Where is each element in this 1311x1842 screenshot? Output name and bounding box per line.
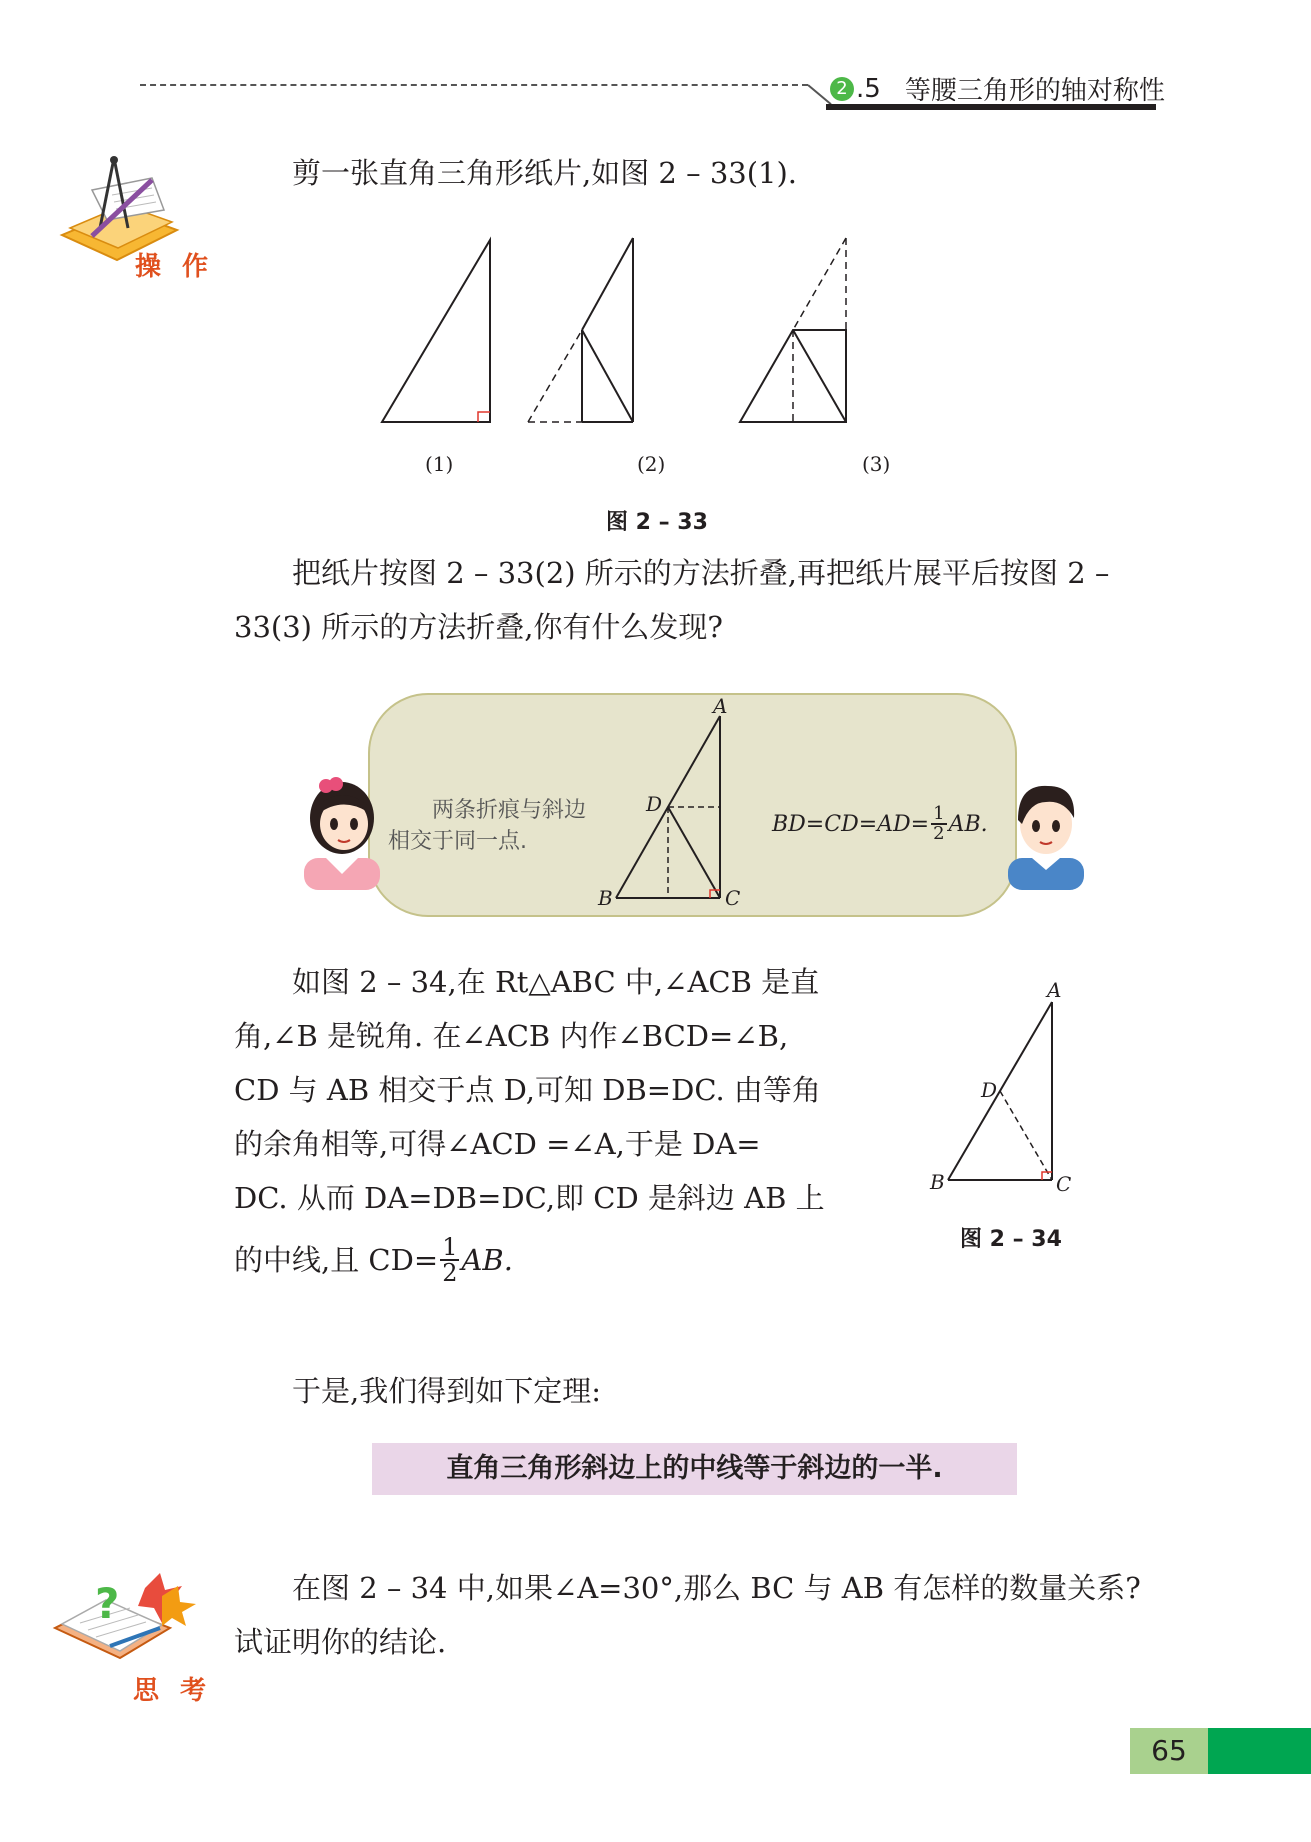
boy-speech <box>772 805 988 843</box>
section-badge: 2 <box>830 77 854 101</box>
figure-2-34-caption: 图 2 – 34 <box>960 1227 1062 1252</box>
triangle-1 <box>382 240 490 422</box>
section-number: .5 <box>856 73 881 104</box>
boy-speech-tail: AB. <box>948 811 988 837</box>
notebook-leaves-icon <box>50 1568 200 1678</box>
figure-2-33-caption: 图 2 – 33 <box>606 510 708 535</box>
operate-label: 操 作 <box>135 252 215 282</box>
girl-speech-line1: 两条折痕与斜边 <box>432 798 587 823</box>
page-number: 65 <box>1130 1728 1208 1774</box>
fraction-denominator: 2 <box>442 1259 458 1287</box>
paragraph-cut-paper: 剪一张直角三角形纸片,如图 2 – 33(1). <box>292 156 798 190</box>
svg-text:?: ? <box>95 1579 120 1628</box>
bubble-triangle-diagram <box>600 700 760 910</box>
running-header <box>830 70 1165 107</box>
paragraph-theorem-intro: 于是,我们得到如下定理: <box>292 1374 601 1408</box>
chapter-title: 等腰三角形的轴对称性 <box>904 76 1165 106</box>
proof-line6-post: AB. <box>461 1243 513 1277</box>
figure-2-34-label-c: C <box>1056 1172 1072 1196</box>
fraction-numerator: 1 <box>442 1233 458 1261</box>
header-rule-slant <box>807 84 831 105</box>
bubble-label-d: D <box>646 792 663 816</box>
proof-line6 <box>234 1233 513 1287</box>
bubble-label-a: A <box>713 694 728 718</box>
triangle-3 <box>740 238 846 422</box>
figure-2-33 <box>370 230 940 430</box>
question-line2: 试证明你的结论. <box>234 1625 447 1659</box>
proof-line1: 如图 2 – 34,在 Rt△ABC 中,∠ACB 是直 <box>292 965 820 999</box>
paragraph-fold-line2: 33(3) 所示的方法折叠,你有什么发现? <box>234 610 723 644</box>
paragraph-fold-line1: 把纸片按图 2 – 33(2) 所示的方法折叠,再把纸片展平后按图 2 – <box>292 556 1110 590</box>
figure-2-33-sublabel-1: (1) <box>425 452 454 476</box>
proof-line6-pre: 的中线,且 CD= <box>234 1243 439 1277</box>
girl-speech-line2: 相交于同一点. <box>388 829 527 854</box>
header-rule <box>140 84 808 86</box>
boy-speech-equation: BD=CD=AD= <box>772 811 930 837</box>
think-label: 思 考 <box>133 1676 213 1706</box>
question-line1: 在图 2 – 34 中,如果∠A=30°,那么 BC 与 AB 有怎样的数量关系? <box>292 1571 1141 1605</box>
theorem-box: 直角三角形斜边上的中线等于斜边的一半. <box>372 1443 1017 1495</box>
girl-icon <box>296 770 388 890</box>
figure-2-33-sublabel-3: (3) <box>862 452 891 476</box>
triangle-2 <box>528 238 633 422</box>
proof-line3: CD 与 AB 相交于点 D,可知 DB=DC. 由等角 <box>234 1073 821 1107</box>
boy-icon <box>1000 770 1092 890</box>
boy-speech-fraction <box>931 805 946 843</box>
proof-line4: 的余角相等,可得∠ACD =∠A,于是 DA= <box>234 1127 761 1161</box>
proof-fraction <box>440 1235 459 1285</box>
fraction-numerator: 1 <box>933 803 945 824</box>
figure-2-33-sublabel-2: (2) <box>637 452 666 476</box>
fraction-denominator: 2 <box>933 823 945 844</box>
proof-line2: 角,∠B 是锐角. 在∠ACB 内作∠BCD=∠B, <box>234 1019 789 1053</box>
bubble-label-c: C <box>725 886 741 910</box>
figure-2-34-label-b: B <box>930 1170 945 1194</box>
page-number-bar <box>1208 1728 1311 1774</box>
figure-2-34 <box>940 990 1070 1190</box>
proof-line5: DC. 从而 DA=DB=DC,即 CD 是斜边 AB 上 <box>234 1181 825 1215</box>
bubble-label-b: B <box>598 886 613 910</box>
figure-2-34-label-d: D <box>981 1078 998 1102</box>
figure-2-34-label-a: A <box>1047 978 1062 1002</box>
